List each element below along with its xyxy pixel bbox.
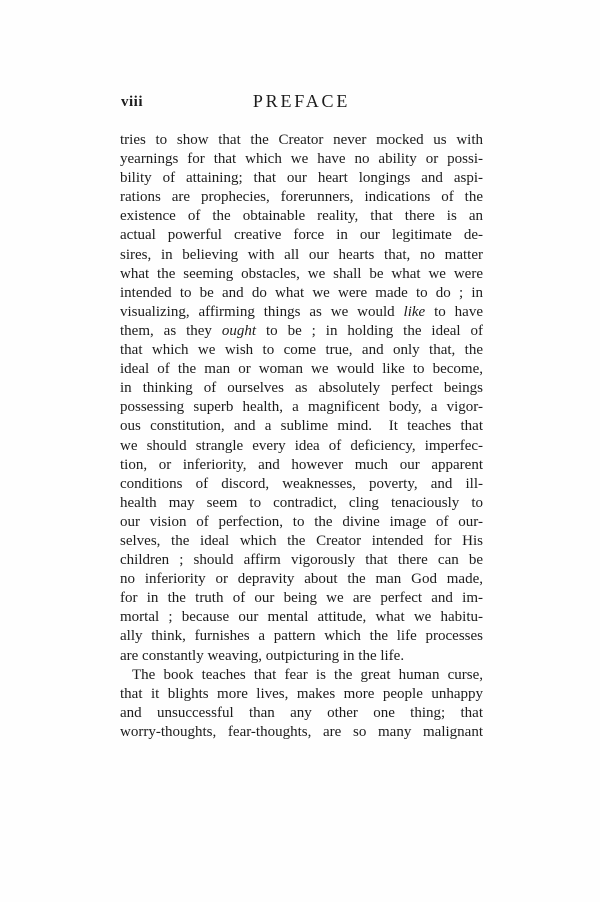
text-line: The book teaches that fear is the great human curse, (132, 666, 483, 683)
text-line: we should strangle every idea of deficiency, imperfec- (120, 437, 483, 454)
text-line: actual powerful creative force in our legitimate de- (120, 227, 483, 244)
text-line: no inferiority or depravity about the man God made, (120, 571, 483, 588)
text-line: existence of the obtainable reality, that there is an (120, 208, 483, 225)
text-line: children ; should affirm vigorously that there can be (120, 552, 483, 569)
text-line: mortal ; because our mental attitude, what we habitu- (120, 609, 483, 626)
text-line: and unsuccessful than any other one thing; that (120, 704, 483, 721)
text-line: ideal of the man or woman we would like to become, (120, 361, 483, 378)
text-line: possessing superb health, a magnificent body, a vigor- (120, 399, 483, 416)
text-line: intended to be and do what we were made to do ; in (120, 284, 483, 301)
text-line: worry-thoughts, fear-thoughts, are so many malignant (120, 723, 483, 740)
text-line: tion, or inferiority, and however much our apparent (120, 456, 483, 473)
text-line: our vision of perfection, to the divine image of our- (120, 513, 483, 530)
page-title: PREFACE (252, 91, 351, 111)
text-line: health may seem to contradict, cling tenaciously to (120, 494, 483, 511)
text-line: what the seeming obstacles, we shall be what we were (120, 265, 483, 282)
text-line: bility of attaining; that our heart longings and aspi- (120, 170, 483, 187)
text-line: that which we wish to come true, and only that, the (120, 342, 483, 359)
page-number: viii (121, 94, 144, 110)
text-line: ous constitution, and a sublime mind. It teaches that (120, 418, 483, 435)
text-line: for in the truth of our being we are perfect and im- (120, 590, 483, 607)
text-line: yearnings for that which we have no ability or possi- (120, 151, 483, 168)
preface-text (120, 131, 483, 742)
page-header (120, 91, 483, 112)
text-line: selves, the ideal which the Creator intended for His (120, 532, 483, 549)
text-line: tries to show that the Creator never mocked us with (120, 132, 483, 148)
text-line: rations are prophecies, forerunners, indications of the (120, 189, 483, 206)
page-content (120, 91, 483, 742)
text-line: conditions of discord, weaknesses, poverty, and ill- (120, 475, 483, 492)
text-line: in thinking of ourselves as absolutely perfect beings (120, 380, 483, 397)
text-line: them, as they ought to be ; in holding the ideal of (120, 322, 483, 339)
text-line: that it blights more lives, makes more people unhappy (120, 685, 483, 702)
text-line: ally think, furnishes a pattern which the life processes (120, 628, 483, 645)
text-line: are constantly weaving, outpicturing in the life. (120, 647, 405, 664)
text-line: sires, in believing with all our hearts that, no matter (120, 246, 483, 263)
text-line: visualizing, affirming things as we would like to have (120, 303, 483, 320)
